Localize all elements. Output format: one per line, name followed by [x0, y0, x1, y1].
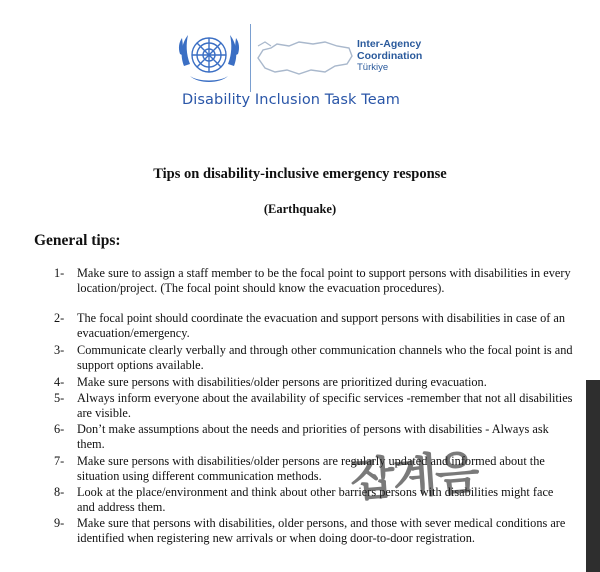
header-divider — [250, 24, 251, 92]
inter-agency-coordination-label: Inter-Agency Coordination Türkiye — [357, 38, 423, 73]
section-heading: General tips: — [34, 232, 121, 249]
turkiye-map-outline — [255, 34, 355, 84]
tip-item: 1- Make sure to assign a staff member to be the focal point to support persons with disabilities in every location/project. (The focal point should know the evacuation procedures). — [54, 266, 571, 295]
tip-item: 8- Look at the place/environment and think about other barriers persons with disabilities might face and address them. — [54, 485, 554, 514]
tip-item: 7- Make sure persons with disabilities/older persons are regularly updated and informed about the situation using different communication methods. — [54, 454, 545, 483]
tip-item: 3- Communicate clearly verbally and through other communication channels who the focal point is and support options available. — [54, 343, 573, 372]
tip-item: 9- Make sure that persons with disabilities, older persons, and those with sever medical conditions are identified when registering new arrivals or when doing door-to-door registration. — [54, 516, 566, 545]
tip-item: 4- Make sure persons with disabilities/older persons are prioritized during evacuation. — [54, 375, 487, 389]
task-team-title: Disability Inclusion Task Team — [182, 92, 400, 108]
watermark-text: 잡계음 — [348, 444, 480, 508]
tip-item: 5- Always inform everyone about the availability of specific services -remember that not all disabilities are visible. — [54, 391, 573, 420]
page-edge-shadow — [586, 380, 600, 572]
document-subtitle: (Earthquake) — [263, 202, 337, 216]
tip-item: 2- The focal point should coordinate the evacuation and support persons with disabilities in case of an evacuation/emergency. — [54, 311, 565, 340]
tip-item: 6- Don’t make assumptions about the needs and priorities of persons with disabilities - Always ask them. — [54, 422, 549, 451]
un-emblem-logo — [176, 26, 242, 88]
document-header — [0, 0, 600, 120]
document-title: Tips on disability-inclusive emergency response — [153, 166, 447, 182]
